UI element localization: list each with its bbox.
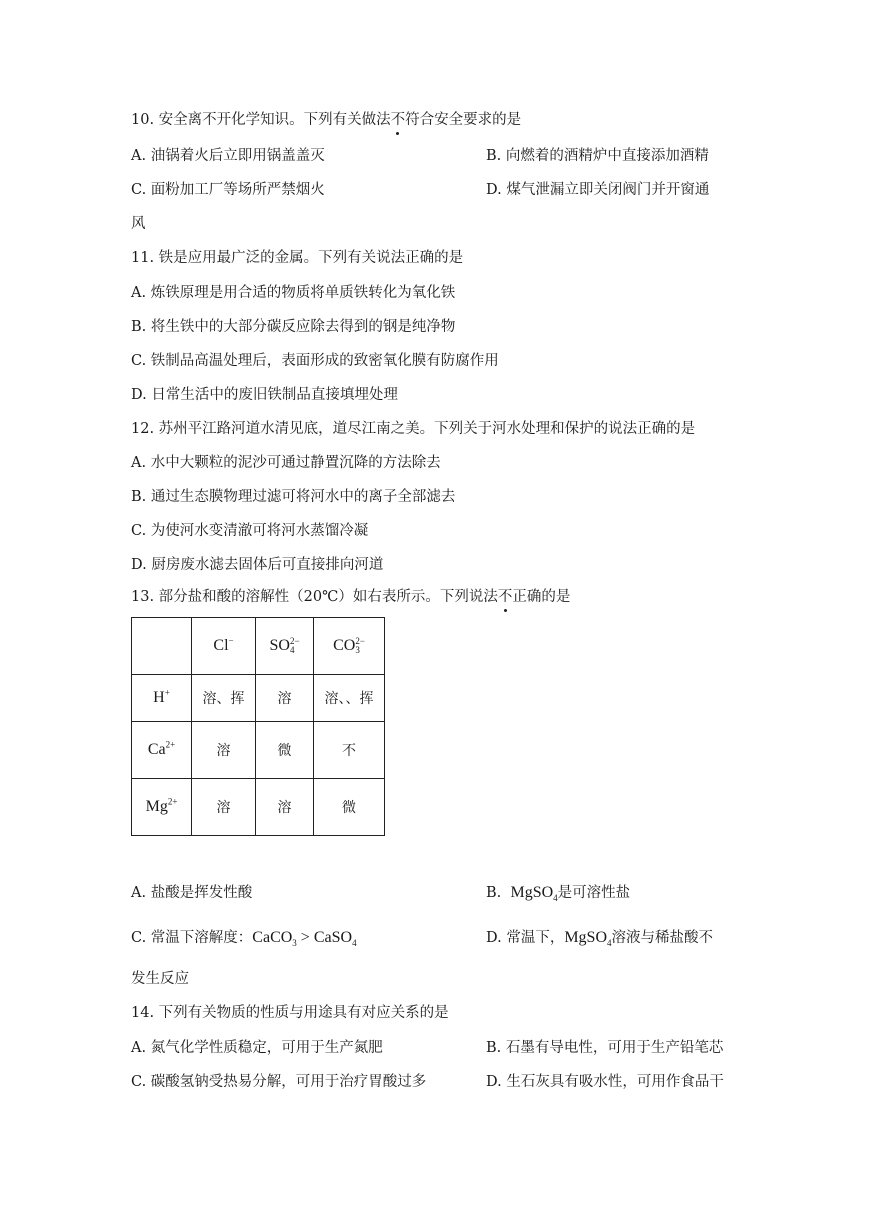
q13-stem-text-end: 正确的是 — [512, 589, 571, 605]
table-cell: 溶、、挥 — [314, 675, 385, 722]
q10-stem-text: 10. 安全离不开化学知识。下列有关做法 — [131, 112, 391, 128]
q13-option-c-formula: CaCO$_3$ > CaSO$_4$ — [252, 929, 357, 949]
q13-option-d — [486, 929, 713, 947]
table-cell: 溶 — [256, 779, 314, 836]
q13-option-d-text-end: 溶液与稀盐酸不 — [611, 930, 714, 946]
q14-option-d: D. 生石灰具有吸水性，可用作食品干 — [486, 1074, 724, 1090]
q11-option-d: D. 日常生活中的废旧铁制品直接填埋处理 — [131, 387, 398, 403]
q13-emphasis-char: 不 — [497, 589, 513, 605]
table-cell: 微 — [256, 722, 314, 779]
q12-option-d: D. 厨房废水滤去固体后可直接排向河道 — [131, 557, 384, 573]
q10-stem — [131, 111, 521, 129]
q13-option-d-text: D. 常温下， — [486, 930, 565, 946]
q13-option-a: A. 盐酸是挥发性酸 — [131, 885, 253, 901]
q10-option-a: A. 油锅着火后立即用锅盖盖灭 — [131, 148, 325, 164]
q13-option-b — [486, 884, 630, 902]
q13-option-d-wrap: 发生反应 — [131, 971, 189, 987]
q14-option-c: C. 碳酸氢钠受热易分解，可用于治疗胃酸过多 — [131, 1074, 427, 1090]
q11-option-b: B. 将生铁中的大部分碳反应除去得到的钢是纯净物 — [131, 319, 456, 335]
table-header-row — [132, 618, 385, 675]
q13-option-b-label: B. — [486, 885, 502, 901]
q13-option-d-formula: MgSO$_4$ — [564, 929, 612, 949]
table-cell: 微 — [314, 779, 385, 836]
q12-option-b: B. 通过生态膜物理过滤可将河水中的离子全部滤去 — [131, 489, 456, 505]
q11-option-c: C. 铁制品高温处理后，表面形成的致密氧化膜有防腐作用 — [131, 353, 499, 369]
header-cl: Cl− — [192, 618, 256, 675]
table-cell: 溶、挥 — [192, 675, 256, 722]
table-cell: 溶 — [192, 722, 256, 779]
q10-emphasis-char: 不 — [390, 112, 406, 128]
table-cell: 溶 — [192, 779, 256, 836]
q10-option-b: B. 向燃着的酒精炉中直接添加酒精 — [486, 148, 709, 164]
q12-stem: 12. 苏州平江路河道水清见底，道尽江南之美。下列关于河水处理和保护的说法正确的是 — [131, 421, 696, 437]
q14-option-b: B. 石墨有导电性，可用于生产铅笔芯 — [486, 1040, 724, 1056]
header-so4: SO 2− 4 — [256, 618, 314, 675]
q13-option-c-text: C. 常温下溶解度： — [131, 930, 253, 946]
table-row — [132, 675, 385, 722]
q11-stem: 11. 铁是应用最广泛的金属。下列有关说法正确的是 — [131, 250, 464, 266]
table-corner-cell — [132, 618, 192, 675]
q10-option-c: C. 面粉加工厂等场所严禁烟火 — [131, 182, 325, 198]
q10-stem-text-end: 符合安全要求的是 — [405, 112, 522, 128]
row-ion-ca: $Ca^{2+}$ — [132, 722, 192, 779]
solubility-table — [131, 617, 385, 836]
q12-option-a: A. 水中大颗粒的泥沙可通过静置沉降的方法除去 — [131, 455, 441, 471]
table-row — [132, 722, 385, 779]
q13-option-b-formula: MgSO$_4$ — [510, 884, 558, 904]
q13-stem — [131, 588, 570, 606]
table-cell: 溶 — [256, 675, 314, 722]
q10-option-d: D. 煤气泄漏立即关闭阀门并开窗通 — [486, 182, 710, 198]
q11-option-a: A. 炼铁原理是用合适的物质将单质铁转化为氧化铁 — [131, 285, 456, 301]
q14-option-a: A. 氮气化学性质稳定，可用于生产氮肥 — [131, 1040, 383, 1056]
table-row — [132, 779, 385, 836]
row-ion-mg: $Mg^{2+}$ — [132, 779, 192, 836]
q13-stem-text: 13. 部分盐和酸的溶解性（20℃）如右表所示。下列说法 — [131, 589, 498, 605]
q10-option-d-wrap: 风 — [131, 216, 146, 232]
q14-stem: 14. 下列有关物质的性质与用途具有对应关系的是 — [131, 1005, 449, 1021]
table-cell: 不 — [314, 722, 385, 779]
header-co3: CO 2− 3 — [314, 618, 385, 675]
row-ion-h: H+ — [132, 675, 192, 722]
q13-option-b-text: 是可溶性盐 — [557, 885, 631, 901]
q13-option-c — [131, 929, 357, 947]
q12-option-c: C. 为使河水变清澈可将河水蒸馏冷凝 — [131, 523, 369, 539]
